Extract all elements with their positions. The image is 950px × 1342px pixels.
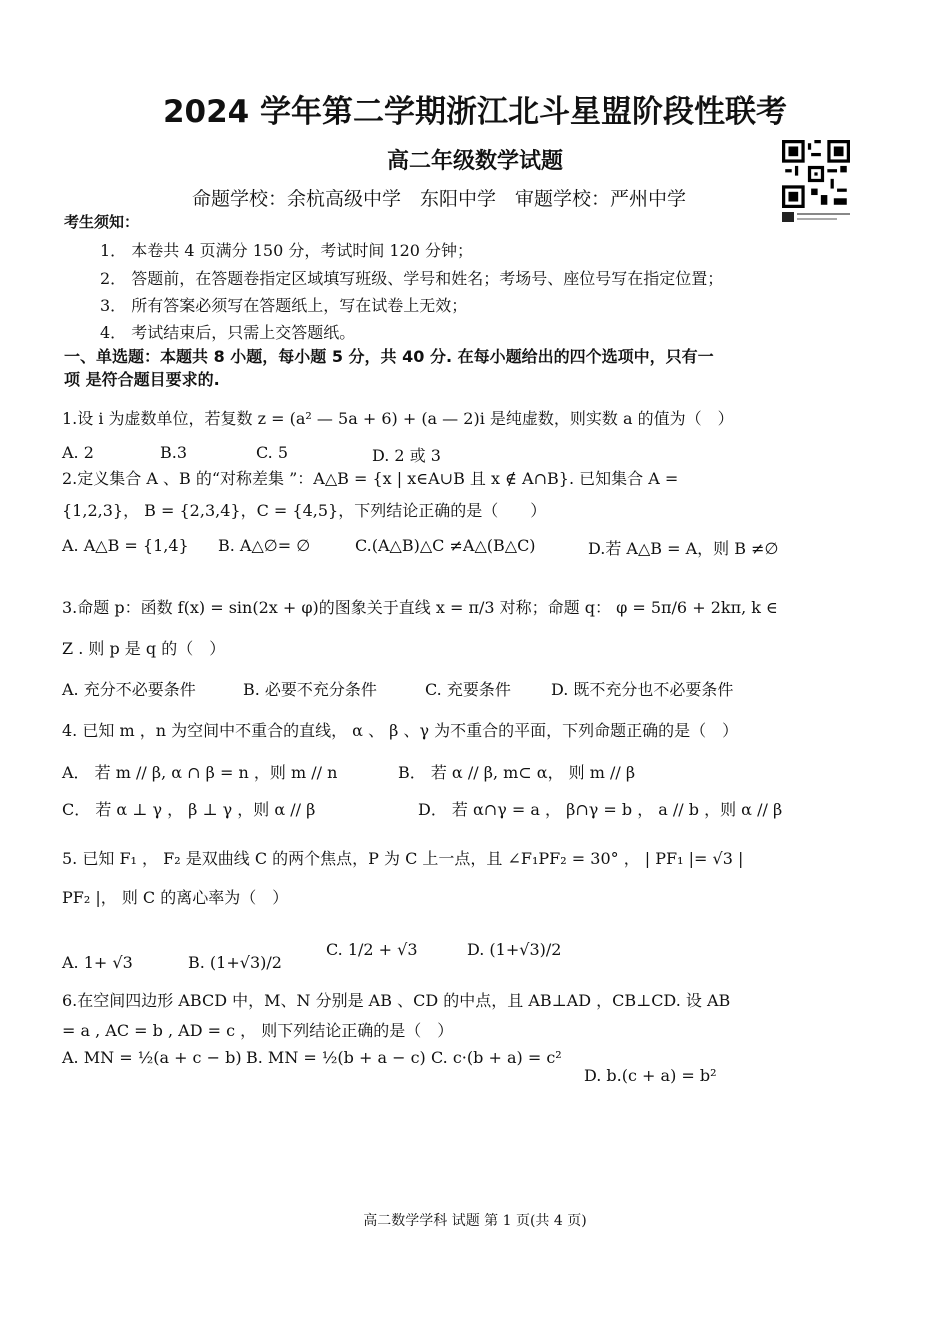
question-6-stem: 6.在空间四边形 ABCD 中，M、N 分别是 AB 、CD 的中点，且 AB⊥AD ，CB⊥CD. 设 AB xyxy=(62,991,731,1010)
question-3-stem-cont: Z . 则 p 是 q 的（ ） xyxy=(62,639,226,658)
question-3-option-a: A. 充分不必要条件 xyxy=(62,680,196,699)
question-1-option-d: D. 2 或 3 xyxy=(372,446,441,465)
question-5-option-a: A. 1+ √3 xyxy=(62,953,133,972)
question-4-option-a: A． 若 m // β, α ∩ β = n ，则 m // n xyxy=(62,763,338,782)
question-1-option-a: A. 2 xyxy=(62,443,94,462)
notice-item: 1． 本卷共 4 页满分 150 分，考试时间 120 分钟； xyxy=(100,241,474,260)
exam-subtitle: 高二年级数学试题 xyxy=(386,149,563,174)
question-4-option-c: C． 若 α ⊥ γ ， β ⊥ γ ，则 α // β xyxy=(62,800,316,819)
question-5-option-b: B. (1+√3)/2 xyxy=(188,953,282,972)
section-heading-cont: 项 是符合题目要求的. xyxy=(64,370,220,389)
question-5-option-d: D. (1+√3)/2 xyxy=(467,940,562,959)
notice-item: 3． 所有答案必须写在答题纸上，写在试卷上无效； xyxy=(100,296,468,315)
qr-caption-logo-icon xyxy=(782,211,852,223)
question-3-stem: 3.命题 p：函数 f(x) = sin(2x + φ)的图象关于直线 x = π/3 对称；命题 q： φ = 5π/6 + 2kπ, k ∈ xyxy=(62,598,778,617)
notice-heading: 考生须知： xyxy=(64,213,140,231)
question-4-stem: 4. 已知 m ，n 为空间中不重合的直线， α 、 β 、γ 为不重合的平面，下列命题正确的是（ ） xyxy=(62,721,739,740)
question-5-stem: 5. 已知 F₁ ， F₂ 是双曲线 C 的两个焦点，P 为 C 上一点，且 ∠F₁PF₂ = 30° ， | PF₁ |= √3 | xyxy=(62,849,744,868)
question-1-option-c: C. 5 xyxy=(256,443,289,462)
question-6-stem-cont: = a , AC = b , AD = c ， 则下列结论正确的是（ ） xyxy=(62,1021,454,1040)
question-3-option-d: D. 既不充分也不必要条件 xyxy=(551,680,734,699)
question-6-option-b: B. MN = ½(b + a − c) xyxy=(246,1048,426,1067)
notice-item: 4． 考试结束后，只需上交答题纸。 xyxy=(100,323,356,342)
question-2-option-c: C.(A△B)△C ≠A△(B△C) xyxy=(355,536,536,555)
question-6-option-d: D. b.(c + a) = b² xyxy=(584,1066,717,1085)
question-2-stem-cont: {1,2,3}， B = {2,3,4}，C = {4,5}，下列结论正确的是（ ） xyxy=(62,501,547,520)
question-6-option-c: C. c·(b + a) = c² xyxy=(431,1048,562,1067)
notice-item: 2． 答题前，在答题卷指定区域填写班级、学号和姓名；考场号、座位号写在指定位置； xyxy=(100,269,724,288)
question-5-stem-cont: PF₂ |， 则 C 的离心率为（ ） xyxy=(62,888,289,907)
question-2-option-a: A. A△B = {1,4} xyxy=(62,536,189,555)
question-6-option-a: A. MN = ½(a + c − b) xyxy=(62,1048,242,1067)
question-1-option-b: B.3 xyxy=(160,443,188,462)
question-2-option-d: D.若 A△B = A，则 B ≠∅ xyxy=(588,539,779,558)
question-2-option-b: B. A△∅= ∅ xyxy=(218,536,311,555)
question-3-option-c: C. 充要条件 xyxy=(425,680,511,699)
exam-title: 2024 学年第二学期浙江北斗星盟阶段性联考 xyxy=(162,94,788,130)
section-heading: 一、单选题：本题共 8 小题，每小题 5 分，共 40 分. 在每小题给出的四个选项中，只有一 xyxy=(64,347,714,366)
question-5-option-c: C. 1/2 + √3 xyxy=(326,940,418,959)
school-info: 命题学校：余杭高级中学 东阳中学 审题学校：严州中学 xyxy=(192,188,687,210)
question-4-option-d: D． 若 α∩γ = a ， β∩γ = b ， a // b ，则 α // β xyxy=(418,800,783,819)
question-1-stem: 1.设 i 为虚数单位，若复数 z = (a² — 5a + 6) + (a — 2)i 是纯虚数，则实数 a 的值为（ ） xyxy=(62,409,734,428)
question-2-stem: 2.定义集合 A 、B 的“对称差集 ”：A△B = {x | x∈A∪B 且 x ∉ A∩B}. 已知集合 A = xyxy=(62,469,679,488)
qr-code-icon xyxy=(782,140,850,208)
question-4-option-b: B． 若 α // β, m⊂ α， 则 m // β xyxy=(398,763,636,782)
page-footer: 高二数学学科 试题 第 1 页(共 4 页) xyxy=(363,1213,587,1229)
question-3-option-b: B. 必要不充分条件 xyxy=(243,680,377,699)
